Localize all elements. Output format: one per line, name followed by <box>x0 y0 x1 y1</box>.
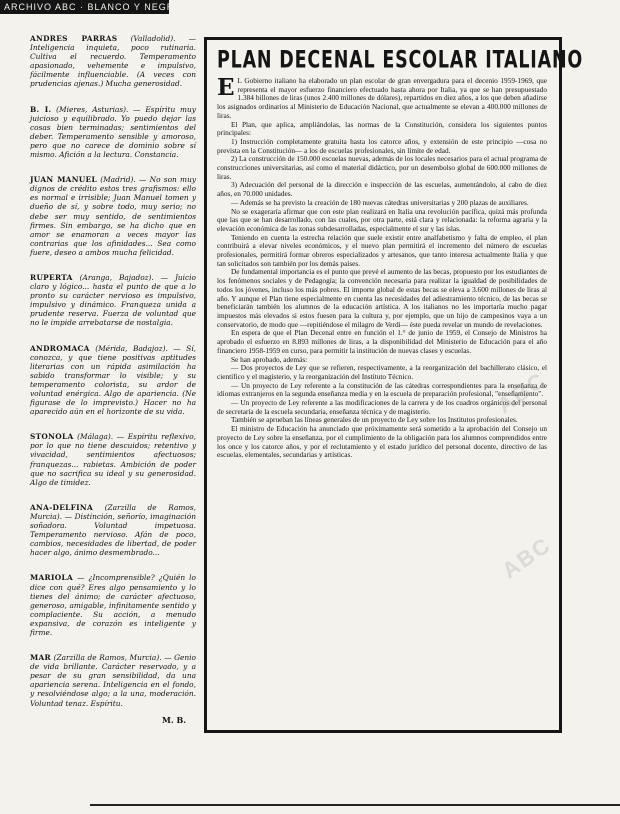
entry-name: MARIOLA <box>30 573 73 583</box>
graphology-entry <box>30 105 196 160</box>
paragraph-text: — Además se ha previsto la creación de 180 nuevas cátedras universitarias y 200 plazas de auxiliares. <box>231 197 529 207</box>
entry-text: (Málaga). — Espíritu reflexivo, por lo que no tiene descuidos; retentivo y vivacidad, sentimientos afectuosos; franquezas... rabietas. Ambición de poder que no sacrifica su ideal y su generosidad. Algo de timidez. <box>30 432 196 487</box>
graphology-entry <box>30 175 196 257</box>
entry-text: (Zarzilla de Ramos, Murcia). — Distinción, señorío, imaginación soñadora. Voluntad impetuosa. Temperamento nervioso. Afán de poco, cambios, necesidades de libertad, de poder hacer algo, ánimo desmembrado... <box>30 502 196 558</box>
entry-name: MAR <box>30 653 51 663</box>
entry-name: ANDROMACA <box>30 343 90 353</box>
article-paragraph <box>217 121 547 138</box>
article-paragraph <box>217 208 547 234</box>
graphology-entry <box>30 503 196 558</box>
paragraph-text: 2) La construcción de 150.000 escuelas nuevas, además de los locales necesarios para el actual programa de construcciones universitarias, así como el material didáctico, por un desembolso global de 600.000 millones de liras. <box>217 154 547 181</box>
column-signature: M. B. <box>162 714 186 725</box>
paragraph-text: 1) Instrucción completamente gratuita hasta los catorce años, y extensión de este principio —cosa no prevista en la Constitución— a los de escuelas profesionales, sin límite de edad. <box>217 136 547 155</box>
paragraph-text: Se han aprobado, además: <box>231 354 308 364</box>
entry-name: ANDRES PARRAS <box>30 34 118 43</box>
entry-text: (Madrid). — No son muy dignos de crédito estos tres grafismos: ello es normal e irrisible; Juan Manuel tomen y dueño de sí, y sobre todo, muy serio; no debe ser muy sentido, de sentimientos firmes. Sin embargo, se ha dicho que en amor se enamoran a veces mayor las contrarias que los afinidades... Sea como fuere, deseo a ambos mucha felicidad. <box>30 175 196 257</box>
paragraph-text: — Un proyecto de Ley referente a la constitución de las cátedras correspondientes para la enseñanza de idiomas extranjeros en la segunda enseñanza media y en la escuela de preparación profesional, "enseñamiento". <box>217 380 547 399</box>
article-paragraph <box>217 155 547 181</box>
paragraph-text: El ministro de Educación ha anunciado que próximamente será sometido a la aprobación del Consejo un proyecto de Ley sobre la enseñanza, por el cumplimiento de la obligación para los alumnos comprendidos entre los once y los catorce años, y por el reclutamiento y el estado jurídico del personal docente, directivo de las escuelas, elementales, secundarias y artísticas. <box>217 424 547 460</box>
entry-name: RUPERTA <box>30 272 73 282</box>
entry-name: JUAN MANUEL <box>30 175 97 185</box>
entry-text: (Valladolid). — Inteligencia inquieta, poco rutinaria. Cultiva el recuerdo. Temperamento apasionado, vehemente e impulsivo, fácilmente influenciable. (A veces con prudencias ajenas.) Mucha generosidad. <box>30 34 196 89</box>
bottom-rule <box>90 804 620 806</box>
entry-text: (Aranga, Bajadoz). — Juicio claro y lógico... hasta el punto de que a lo pronto su carácter nervioso es impulsivo, impulsivo y dinámico. Franqueza unida a prudente reserva. Fuerza de voluntad que no le impide arrebatarse de nostalgia. <box>30 272 196 328</box>
paragraph-text: — Un proyecto de Ley referente a las modificaciones de la carrera y de los cuadros orgánicos del personal de secretaría de la escuela secundaria, enseñanza técnica y de magisterio. <box>217 398 547 416</box>
article-paragraph <box>217 329 547 355</box>
paragraph-text: En espera de que el Plan Decenal entre en función el 1.° de junio de 1959, el Consejo de Ministros ha aprobado el esfuerzo en 8.893 millones de liras, a la disponibilidad del Ministerio de Educación para el año financiero 1958-1959 en curso, para permitir la institución de nuevas clases y escuelas. <box>217 328 547 355</box>
graphology-entries <box>30 34 196 708</box>
entry-text: — ¿Incomprensible? ¿Quién lo dice con qué? Eres algo pensamiento y lo tienes del ánimo; de carácter afectuoso, generoso, amigable, infinitamente sentido y complaciente. Su acción, a menudo expansiva, de corazón es inteligente y firme. <box>30 573 196 637</box>
graphology-entry <box>30 344 196 417</box>
article-paragraph <box>217 268 547 329</box>
paragraph-text: También se aprueban las líneas generales de un proyecto de Ley sobre los Institutos profesionales. <box>231 415 518 425</box>
entry-name: STONOLA <box>30 432 74 442</box>
drop-cap: E <box>217 74 235 101</box>
article-title: PLAN DECENAL ESCOLAR ITALIANO <box>217 47 584 74</box>
graphology-entry <box>30 34 196 89</box>
paragraph-text: No se exageraría afirmar que con este plan realizará en Italia una revolución pacífica, quizá más profunda que las que se han desarrollado, con las cuales, por otra parte, está clara y relacionada: la reforma agraria y la elevación económica de las zonas subdesarrolladas, especialmente el sur y las islas. <box>217 206 547 233</box>
entry-name: ANA-DELFINA <box>30 502 94 512</box>
graphology-entry <box>30 432 196 487</box>
entry-text: (Mérida, Badajoz). — Sí, conozca, y que tiene positivas aptitudes literarias con un rápida asimilación ha sabido transformar lo visible; y su temperamento colorista, su ardor de voluntad enérgica. Algo de apariencia. (Ne figurase de lo imprevisto.) Hacer no ha aparecido aún en el horizonte de su vida. <box>30 343 196 417</box>
article-paragraph <box>217 234 547 269</box>
paragraph-text: Teniendo en cuenta la estrecha relación que suele existir entre analfabetismo y falta de empleo, el plan contribuirá a elevar niveles económicos, y el nuevo plan permitirá el incremento del número de escuelas profesionales, permitirá formar obreros especializados y artesanos, que tanto interesa actualmente Italia y que tan solicitados son también por los demás países. <box>217 232 547 268</box>
entry-text: (Zarzilla de Ramos, Murcia). — Genio de vida brillante. Carácter reservado, y a pesar de su gran sensibilidad, da una apariencia serena. Inteligencia en el fondo, y resolviéndose algo; a la una, moderación. Voluntad tenaz. Espíritu. <box>30 653 196 708</box>
article-paragraph <box>217 425 547 460</box>
graphology-entry <box>30 573 196 637</box>
graphology-column <box>30 34 196 754</box>
entry-name: B. I. <box>30 104 52 114</box>
article-paragraph <box>217 181 547 198</box>
watermark: ABC <box>497 531 556 584</box>
graphology-entry <box>30 653 196 708</box>
article-paragraph <box>217 138 547 155</box>
paragraph-text: — Dos proyectos de Ley que se refieren, respectivamente, a la reorganización del bachillerato clásico, el científico y el magisterio, y la reorganización del Instituto Técnico. <box>217 363 547 381</box>
watermark: ABC <box>492 366 551 419</box>
article-paragraph <box>217 364 547 381</box>
paragraph-text: 3) Adecuación del personal de la dirección e inspección de las escuelas, aumentándolo, al cabo de diez años, en 70.000 unidades. <box>217 180 547 199</box>
graphology-entry <box>30 273 196 328</box>
entry-text: (Mieres, Asturias). — Espíritu muy juicioso y equilibrado. Yo puedo dejar las cosas bien terminadas; sentimientos del deber. Temperamento sensible y amoroso, pero que no carece de dominio sobre sí mismo. Afición a la lectura. Constancia. <box>30 104 196 160</box>
paragraph-text: L Gobierno italiano ha elaborado un plan escolar de gran envergadura para el decenio 1959-1969, que representa el mayor esfuerzo financiero efectuado hasta ahora por Italia, ya que se han presupuestado 1.384 billones de liras (unos 2.400 millones de dólares), repartidos en diez años, a los que deben añadirse los asignados ordinarios al Ministerio de Educación Nacional, que actualmente se elevan a 400.000 millones de liras. <box>217 76 547 120</box>
paragraph-text: De fundamental importancia es el punto que prevé el aumento de las becas, propuesto por los estudiantes de los fenómenos sociales y de Pedagogía; la convención necesaria para realizar la igualdad de posibilidades de todos los jóvenes, incluso los más pobres. El importe global de estas becas se eleva a 3.600 millones de liras al año. Y aunque el Plan tiene especialmente en cuenta las necesidades del adiestramiento técnico, de las becas se beneficiarán también los alumnos de la educación artística. A los italianos no les importaría mucho pagar impuestos más elevados si estos fuesen para la cultura y, por ejemplo, que un hijo de campesinos vaya a un conservatorio, de modo que —repitiéndose el milagro de Verdi— éste pueda revelar un mundo de revelaciones. <box>217 267 547 329</box>
paragraph-text: El Plan, que aplica, ampliándolas, las normas de la Constitución, considera los siguientes puntos principales: <box>217 119 547 138</box>
section-header-strip: ARCHIVO ABC · BLANCO Y NEGRO · PSICOLÓGICO <box>0 0 169 14</box>
